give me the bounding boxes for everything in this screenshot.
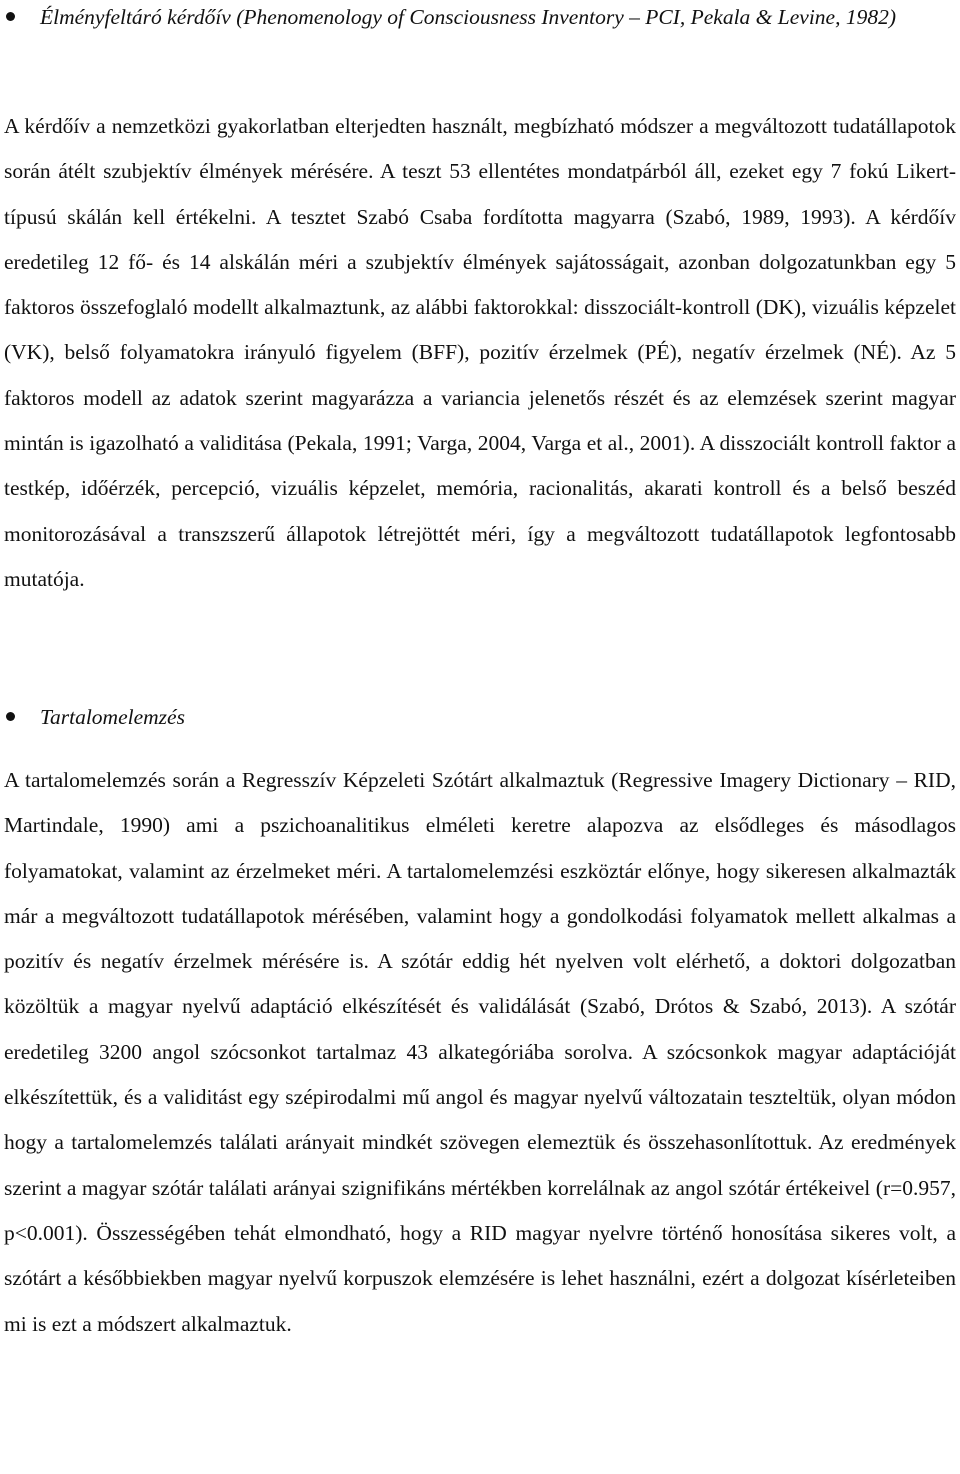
bullet-icon xyxy=(6,712,15,721)
bullet-item-pci xyxy=(4,0,956,40)
section-heading: Élményfeltáró kérdőív (Phenomenology of Consciousness Inventory – PCI, Pekala & Levine, 1982) xyxy=(40,5,897,29)
body-paragraph: A kérdőív a nemzetközi gyakorlatban elterjedten használt, megbízható módszer a megváltozott tudatállapotok során átélt szubjektív élmények mérésére. A teszt 53 ellentétes mondatpárból áll, ezeket egy 7 fokú Likert-típusú skálán kell értékelni. A tesztet Szabó Csaba fordította magyarra (Szabó, 1989, 1993). A kérdőív eredetileg 12 fő- és 14 alskálán méri a szubjektív élmények sajátosságait, azonban dolgozatunkban egy 5 faktoros összefoglaló modellt alkalmaztunk, az alábbi faktorokkal: disszociált-kontroll (DK), vizuális képzelet (VK), belső folyamatokra irányuló figyelem (BFF), pozitív érzelmek (PÉ), negatív érzelmek (NÉ). Az 5 faktoros modell az adatok szerint magyarázza a variancia jelenetős részét és az elemzések szerint magyar mintán is igazolható a validitása (Pekala, 1991; Varga, 2004, Varga et al., 2001). A disszociált kontroll faktor a testkép, időérzék, percepció, vizuális képzelet, memória, racionalitás, akarati kontroll és a belső beszéd monitorozásával a transzszerű állapotok létrejöttét méri, így a megváltozott tudatállapotok legfontosabb mutatója. xyxy=(4,114,956,591)
bullet-icon xyxy=(6,12,15,21)
body-paragraph: A tartalomelemzés során a Regresszív Képzeleti Szótárt alkalmaztuk (Regressive Imagery Dictionary – RID, Martindale, 1990) ami a pszichoanalitikus elméleti keretre alapozva az elsődleges és másodlagos folyamatokat, valamint az érzelmeket méri. A tartalomelemzési eszköztár előnye, hogy sikeresen alkalmazták már a megváltozott tudatállapotok mérésében, valamint hogy a gondolkodási folyamatok mellett alkalmas a pozitív és negatív érzelmek mérésére is. A szótár eddig hét nyelven volt elérhető, a doktori dolgozatban közöltük a magyar nyelvű adaptáció elkészítését és validálását (Szabó, Drótos & Szabó, 2013). A szótár eredetileg 3200 angol szócsonkot tartalmaz 43 alkategóriába sorolva. A szócsonkok magyar adaptációját elkészítettük, és a validitást egy szépirodalmi mű angol és magyar nyelvű változatain teszteltük, olyan módon hogy a tartalomelemzés találati arányait mindkét szövegen elemeztük és összehasonlítottuk. Az eredmények szerint a magyar szótár találati arányai szignifikáns mértékben korrelálnak az angol szótár értékeivel (r=0.957, p<0.001). Összességében tehát elmondható, hogy a RID magyar nyelvre történő honosítása sikeres volt, a szótárt a későbbiekben magyar nyelvű korpuszok elemzésére is lehet használni, ezért a dolgozat kísérleteiben mi is ezt a módszert alkalmaztuk. xyxy=(4,768,956,1336)
section-heading: Tartalomelemzés xyxy=(40,705,185,729)
bullet-item-content-analysis xyxy=(4,695,956,740)
